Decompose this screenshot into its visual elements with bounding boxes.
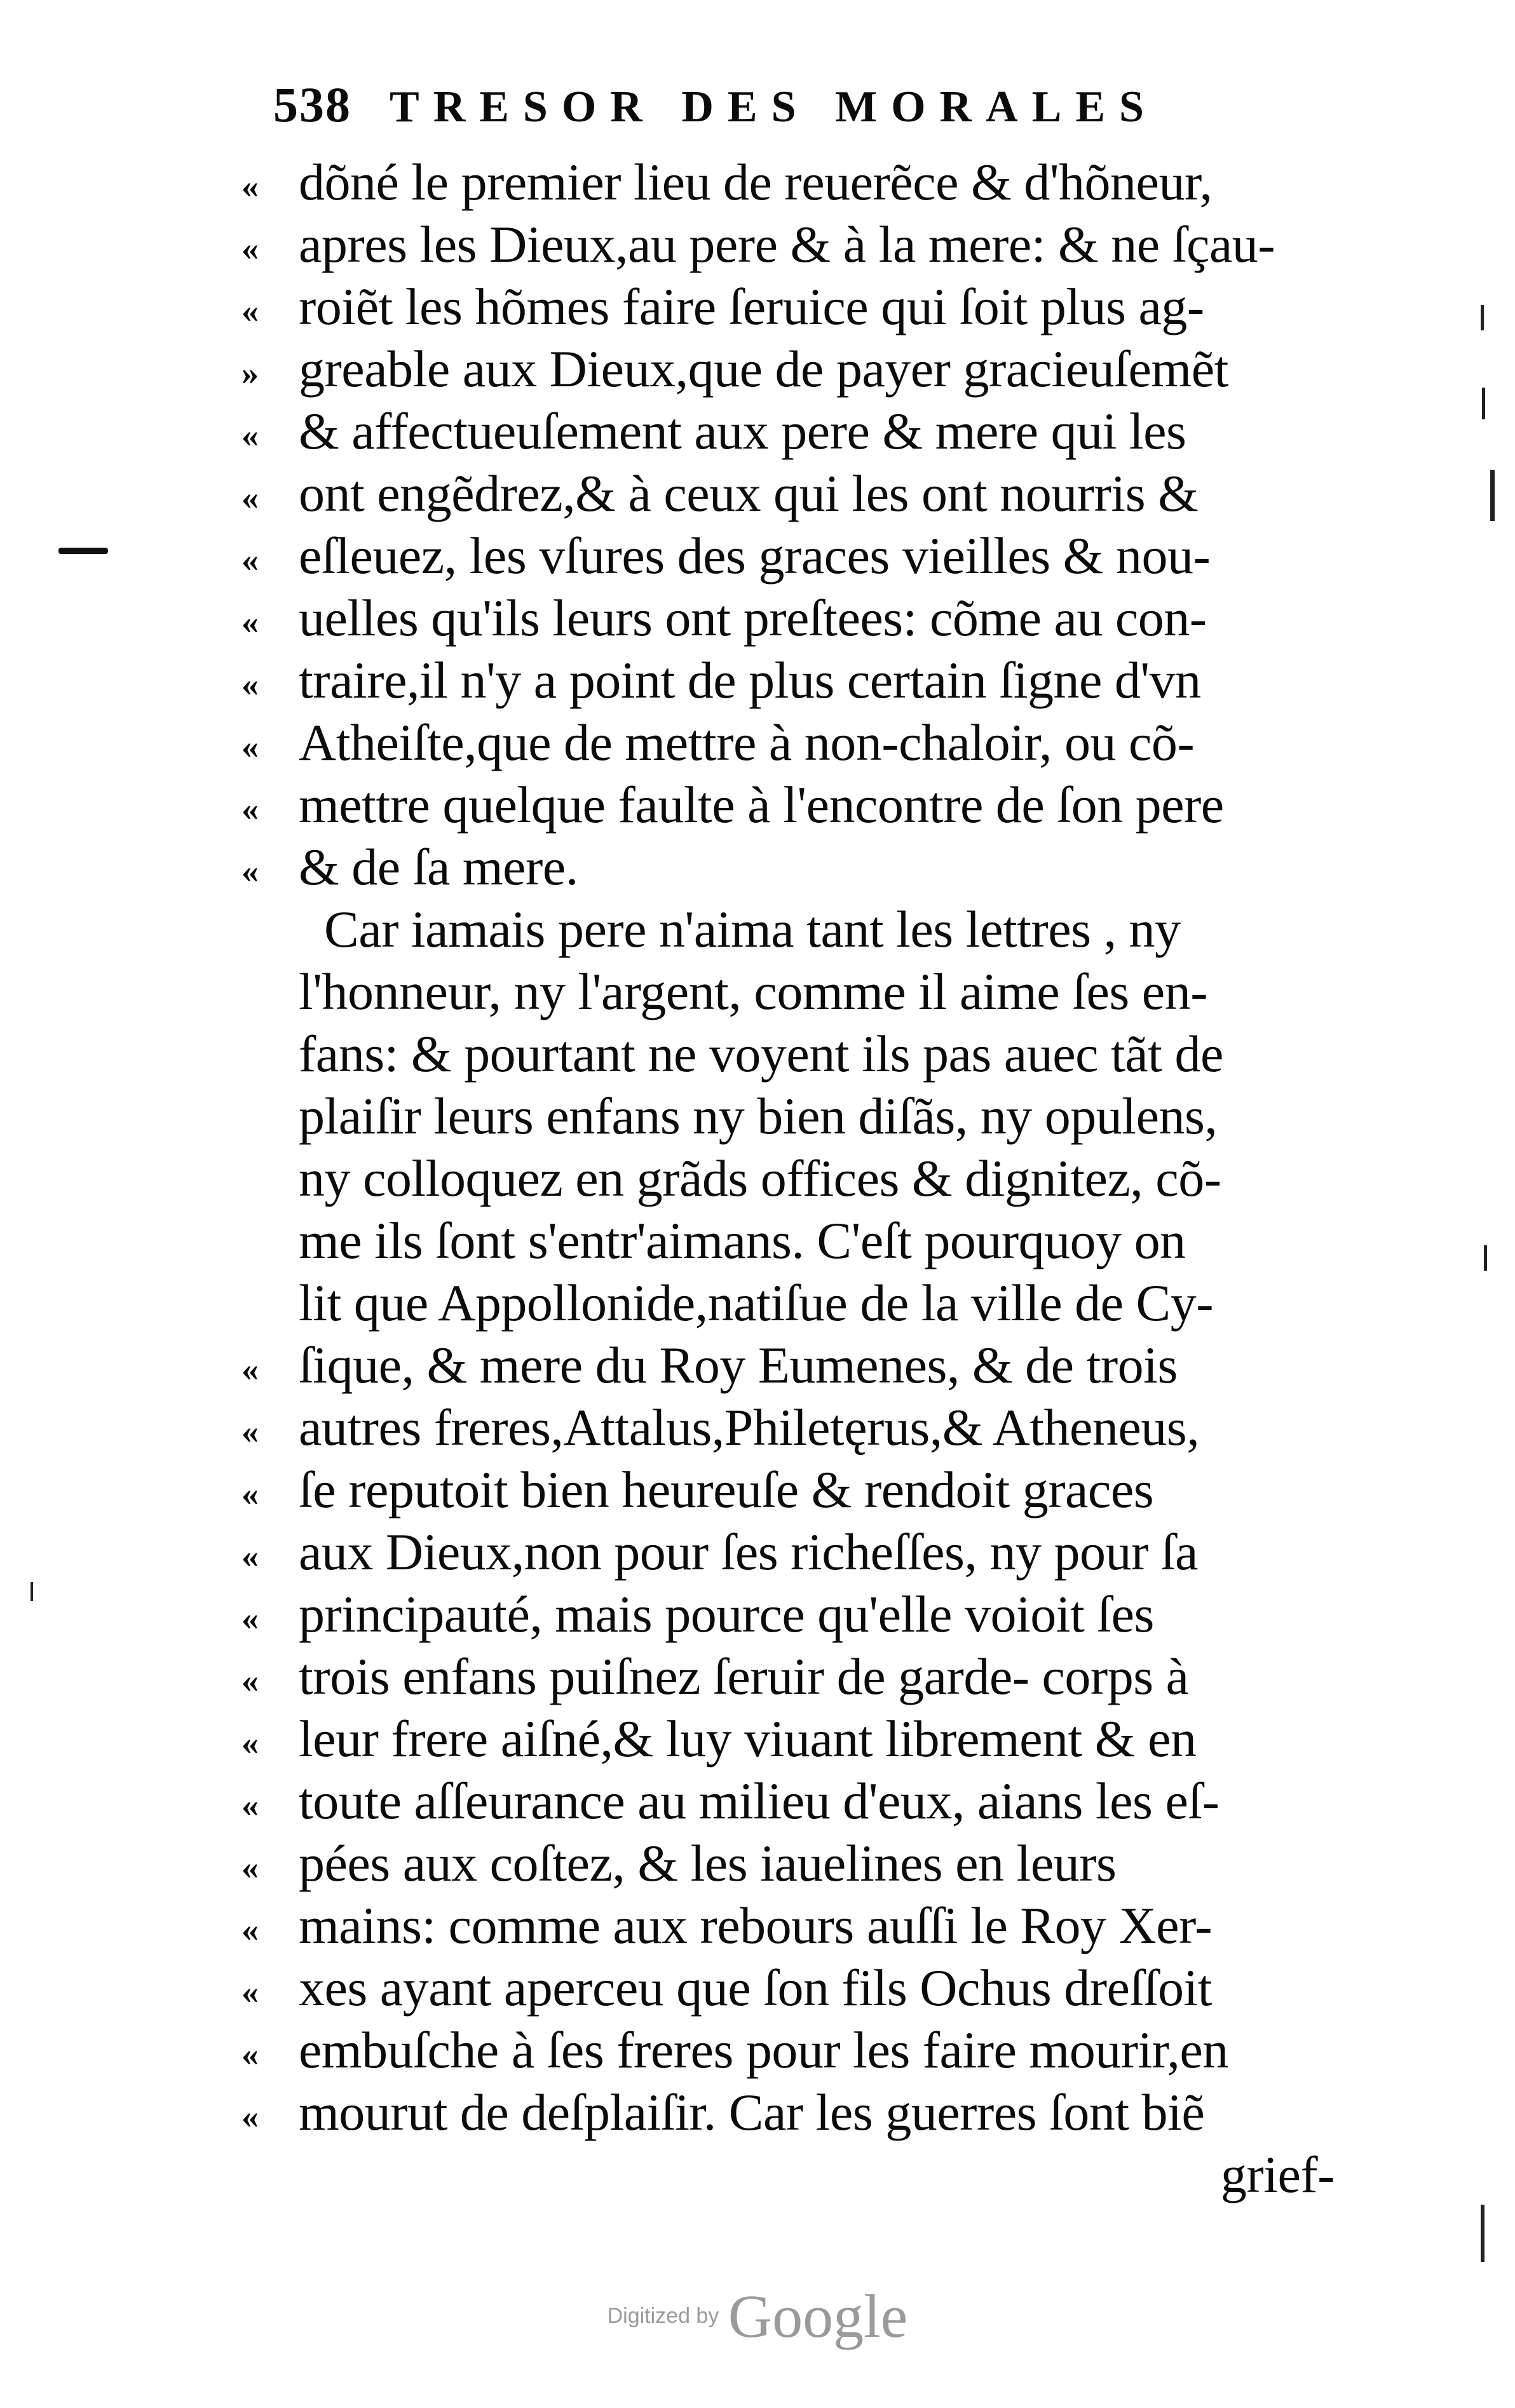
quote-marker: « <box>241 1475 259 1513</box>
catchword-line <box>241 2144 1347 2206</box>
line-text: ſe reputoit bien heureuſe & rendoit graces <box>299 1461 1154 1519</box>
line-text: ſique, & mere du Roy Eumenes, & de trois <box>299 1336 1178 1394</box>
text-line <box>241 1646 1347 1708</box>
line-text: trois enfans puiſnez ſeruir de garde- corps à <box>299 1647 1189 1705</box>
text-block <box>241 151 1347 2206</box>
edge-mark <box>1481 305 1484 330</box>
line-text: principauté, mais pource qu'elle voioit ſes <box>299 1585 1154 1643</box>
page-number: 538 <box>273 77 351 132</box>
line-text: apres les Dieux,au pere & à la mere: & ne ſçau- <box>299 215 1275 273</box>
running-head <box>273 76 1214 146</box>
line-text: pées aux coſtez, & les iauelines en leurs <box>299 1834 1117 1892</box>
line-text: uelles qu'ils leurs ont preſtees: cõme au con- <box>299 589 1207 647</box>
text-line <box>241 463 1347 525</box>
digitized-label: Digitized by <box>607 2304 719 2328</box>
text-line <box>241 1957 1347 2019</box>
edge-mark <box>1482 388 1485 419</box>
text-line <box>241 774 1347 836</box>
line-text: ny colloquez en grãds offices & dignitez, cõ- <box>299 1149 1221 1207</box>
text-line <box>241 338 1347 400</box>
text-line <box>241 1397 1347 1459</box>
line-text: plaiſir leurs enfans ny bien diſãs, ny opulens, <box>299 1087 1218 1145</box>
quote-marker: « <box>241 1786 259 1824</box>
text-line <box>241 1708 1347 1770</box>
line-text: Atheiſte,que de mettre à non-chaloir, ou cõ- <box>299 714 1195 771</box>
quote-marker: « <box>241 852 259 890</box>
line-text: roiẽt les hõmes faire ſeruice qui ſoit plus ag- <box>299 278 1204 335</box>
text-line <box>241 276 1347 338</box>
line-text: aux Dieux,non pour ſes richeſſes, ny pour ſa <box>299 1523 1198 1581</box>
running-title: TRESOR DES MORALES <box>390 83 1158 132</box>
quote-marker: « <box>241 1848 259 1886</box>
edge-mark <box>1490 470 1495 521</box>
line-text: autres freres,Attalus,Philetęrus,& Atheneus, <box>299 1398 1200 1456</box>
line-text: mettre quelque faulte à l'encontre de ſon pere <box>299 776 1224 834</box>
quote-marker: « <box>241 1537 259 1575</box>
text-line <box>241 1210 1347 1272</box>
quote-marker: « <box>241 416 259 454</box>
quote-marker: « <box>241 167 259 205</box>
edge-mark <box>1481 2205 1484 2262</box>
line-text: Car iamais pere n'aima tant les lettres , ny <box>324 900 1181 958</box>
line-text: greable aux Dieux,que de payer gracieuſemẽt <box>299 340 1228 398</box>
quote-marker: « <box>241 1724 259 1762</box>
quote-marker: « <box>241 478 259 517</box>
line-text: dõné le premier lieu de reuerẽce & d'hõneur, <box>299 153 1213 211</box>
text-line <box>241 151 1347 213</box>
text-line <box>241 1583 1347 1646</box>
quote-marker: « <box>241 665 259 703</box>
edge-mark <box>1484 1245 1487 1271</box>
quote-marker: « <box>241 1599 259 1637</box>
line-text: me ils ſont s'entr'aimans. C'eſt pourquoy on <box>299 1212 1186 1269</box>
quote-marker: « <box>241 1911 259 1949</box>
digitized-watermark <box>0 2281 1515 2351</box>
text-line <box>241 1272 1347 1334</box>
quote-marker: « <box>241 2097 259 2135</box>
quote-marker: « <box>241 790 259 828</box>
line-text: traire,il n'y a point de plus certain ſigne d'vn <box>299 651 1201 709</box>
line-text: fans: & pourtant ne voyent ils pas auec tãt de <box>299 1025 1223 1083</box>
text-line <box>241 1334 1347 1397</box>
text-line <box>241 1147 1347 1210</box>
text-line <box>241 1832 1347 1895</box>
text-line <box>241 1023 1347 1085</box>
quote-marker: « <box>241 1412 259 1451</box>
text-line <box>241 1521 1347 1583</box>
line-text: toute aſſeurance au milieu d'eux, aians les eſ- <box>299 1772 1219 1830</box>
text-line <box>241 649 1347 712</box>
text-line <box>241 1085 1347 1147</box>
line-text: & affectueuſement aux pere & mere qui les <box>299 402 1186 460</box>
line-text: lit que Appollonide,natiſue de la ville de Cy- <box>299 1274 1214 1332</box>
text-line <box>241 587 1347 649</box>
line-text: xes ayant aperceu que ſon fils Ochus dreſſoit <box>299 1959 1213 2017</box>
quote-marker: « <box>241 603 259 641</box>
text-line <box>241 1770 1347 1832</box>
line-text: mains: comme aux rebours auſſi le Roy Xer- <box>299 1897 1213 1954</box>
quote-marker: « <box>241 292 259 330</box>
quote-marker: « <box>241 1661 259 1700</box>
margin-dash-mark <box>58 548 108 554</box>
text-line <box>241 2081 1347 2144</box>
text-line <box>241 2019 1347 2081</box>
text-line <box>241 1459 1347 1521</box>
line-text: & de ſa mere. <box>299 838 578 896</box>
text-line <box>241 712 1347 774</box>
quote-marker: « <box>241 2035 259 2073</box>
line-text: eſleuez, les vſures des graces vieilles & nou- <box>299 527 1211 585</box>
quote-marker: « <box>241 229 259 267</box>
google-wordmark: Google <box>728 2282 908 2350</box>
quote-marker: » <box>241 354 259 392</box>
text-line <box>241 898 1347 961</box>
text-line <box>241 525 1347 587</box>
text-line <box>241 961 1347 1023</box>
text-line <box>241 836 1347 898</box>
quote-marker: « <box>241 1973 259 2011</box>
text-line <box>241 1895 1347 1957</box>
quote-marker: « <box>241 1350 259 1388</box>
text-line <box>241 213 1347 276</box>
edge-mark <box>31 1582 33 1601</box>
quote-marker: « <box>241 541 259 579</box>
line-text: l'honneur, ny l'argent, comme il aime ſes en- <box>299 963 1207 1020</box>
line-text: mourut de deſplaiſir. Car les guerres ſont biẽ <box>299 2083 1205 2141</box>
line-text: ont engẽdrez,& à ceux qui les ont nourris & <box>299 464 1199 522</box>
line-text: leur frere aiſné,& luy viuant librement & en <box>299 1710 1197 1768</box>
quote-marker: « <box>241 727 259 766</box>
catchword: grief- <box>1220 2146 1335 2203</box>
line-text: embuſche à ſes freres pour les faire mourir,en <box>299 2021 1228 2079</box>
text-line <box>241 400 1347 463</box>
